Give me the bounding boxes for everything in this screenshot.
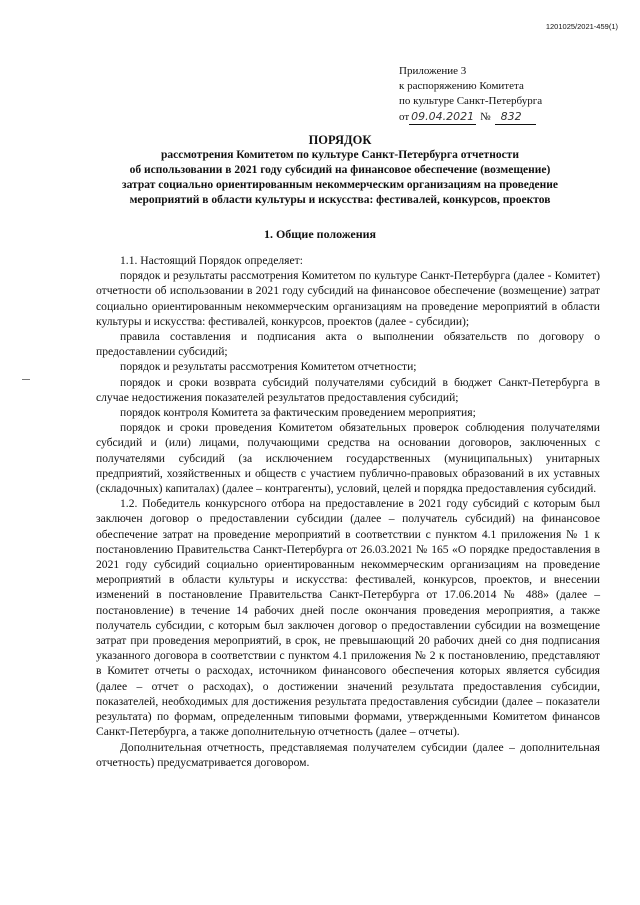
- document-heading: [60, 133, 620, 208]
- document-number: 1201025/2021-459(1): [545, 22, 618, 31]
- appendix-line-2: к распоряжению Комитета: [399, 80, 524, 92]
- appendix-line-1: Приложение 3: [399, 65, 467, 77]
- document-body: [96, 253, 600, 770]
- number-sign: №: [480, 111, 491, 123]
- title-line-3: затрат социально ориентированным некоммерческим организациям на проведение: [121, 179, 559, 191]
- paragraph: 1.2. Победитель конкурсного отбора на предоставление в 2021 году субсидий с которым был заключен договор о предоставлении субсидии (далее – получатель субсидий) на финансовое обеспечение затрат на проведение мероприятий в соответствии с пунктом 4.1 приложения № 1 к постановлению Правительства Санкт-Петербурга от 26.03.2021 № 165 «О порядке предоставления в 2021 году субсидий социально ориентированным некоммерческим организациям на проведение мероприятий в области культуры и искусства: фестивалей, конкурсов, проектов, и внесении изменений в постановление Правительства Санкт-Петербурга от 17.06.2014 № 488» (далее – постановление) в течение 14 рабочих дней после окончания проведения мероприятия, а также получатель субсидии, с которым был заключен договор о предоставлении субсидии на возмещение затрат при проведения мероприятий, в срок, не превышающий 20 рабочих дней со дня подписания указанного договора в соответствии с пунктом 4.1 приложения № 2 к постановлению, представляют в Комитет отчеты о расходах, источником финансового обеспечения которых является субсидия (далее – отчет о расходах), о достижении значений результата предоставления субсидии, показателей, необходимых для достижения результата предоставления субсидии (далее – показатели результата) по формам, определенным типовыми формами, утвержденными Комитетом финансов Санкт-Петербурга, а также дополнительную отчетность (далее – отчеты).: [96, 497, 600, 739]
- paragraph: порядок и сроки проведения Комитетом обязательных проверок соблюдения получателями субсидий и (или) лицами, получающими средства на основании договоров, заключенных с получателями субсидий (за исключением государственных (муниципальных) унитарных предприятий, хозяйственных и обществ с участием публично-правовых образований в их уставных (складочных) капиталах) (далее – контрагенты), условий, целей и порядка предоставления субсидий.: [96, 421, 600, 496]
- margin-mark: [22, 379, 30, 380]
- title-line-4: мероприятий в области культуры и искусства: фестивалей, конкурсов, проектов: [129, 194, 551, 206]
- title-line-2: об использовании в 2021 году субсидий на финансовое обеспечение (возмещение): [129, 164, 551, 176]
- paragraph: порядок и сроки возврата субсидий получателями субсидий в бюджет Санкт-Петербурга в случае недостижения показателей результатов предоставления субсидий;: [96, 375, 600, 404]
- appendix-date-line: [399, 109, 542, 125]
- document-title: ПОРЯДОК: [308, 133, 372, 147]
- paragraph: Дополнительная отчетность, представляемая получателем субсидии (далее – дополнительная отчетность) предусматривается договором.: [96, 740, 600, 769]
- title-line-1: рассмотрения Комитетом по культуре Санкт-Петербурга отчетности: [161, 149, 519, 161]
- paragraph: правила составления и подписания акта о выполнении обязательств по договору о предоставлении субсидий;: [96, 330, 600, 359]
- handwritten-date: 09.04.2021: [411, 110, 475, 123]
- handwritten-number: 832: [495, 109, 536, 125]
- date-prefix: от: [399, 111, 410, 123]
- appendix-block: [399, 64, 542, 125]
- section-heading: 1. Общие положения: [263, 227, 377, 241]
- paragraph: порядок и результаты рассмотрения Комитетом отчетности;: [120, 360, 417, 374]
- paragraph: 1.1. Настоящий Порядок определяет:: [120, 254, 303, 267]
- appendix-line-3: по культуре Санкт-Петербурга: [399, 95, 543, 107]
- paragraph: порядок контроля Комитета за фактическим проведением мероприятия;: [120, 406, 476, 420]
- paragraph: порядок и результаты рассмотрения Комитетом по культуре Санкт-Петербурга (далее - Комитет) отчетности об использовании в 2021 году субсидий на финансовое обеспечение (возмещение) затрат социально ориентированным некоммерческим организациям на проведение мероприятий в области культуры и искусства: фестивалей, конкурсов, проектов (далее - субсидии);: [96, 269, 600, 328]
